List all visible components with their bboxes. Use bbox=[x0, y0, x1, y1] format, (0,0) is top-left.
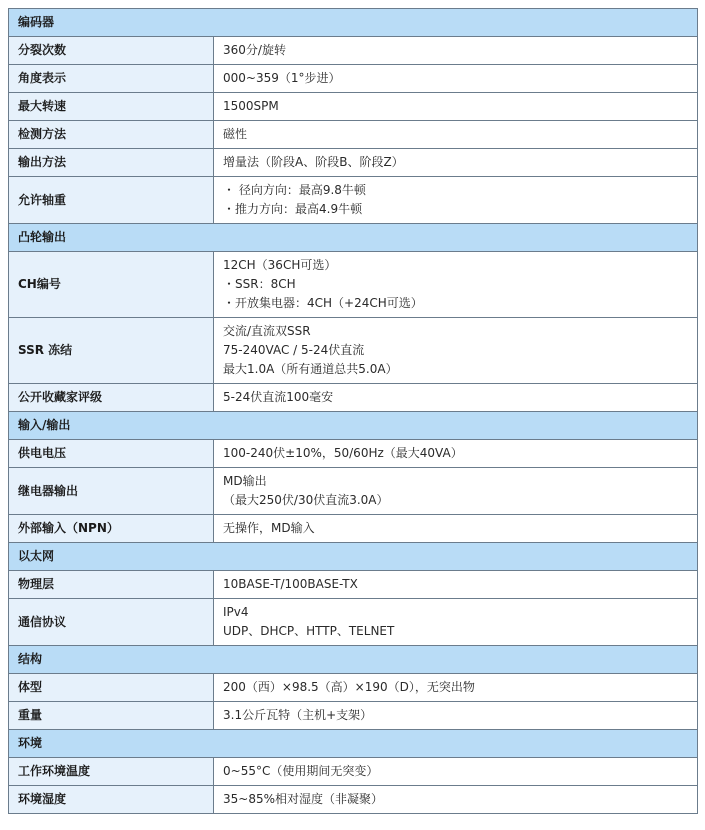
spec-row bbox=[9, 65, 698, 93]
spec-value bbox=[214, 318, 698, 384]
spec-row bbox=[9, 384, 698, 412]
spec-value-line: 最大1.0A（所有通道总共5.0A） bbox=[223, 362, 398, 376]
spec-value-line: ・ 径向方向：最高9.8牛顿 bbox=[223, 183, 366, 197]
spec-value bbox=[214, 599, 698, 646]
section-header-row bbox=[9, 9, 698, 37]
section-title: 环境 bbox=[9, 730, 698, 758]
spec-value-line: 增量法（阶段A、阶段B、阶段Z） bbox=[223, 155, 404, 169]
spec-label: 最大转速 bbox=[9, 93, 214, 121]
spec-value-line: 75-240VAC / 5-24伏直流 bbox=[223, 343, 365, 357]
section-header-row bbox=[9, 730, 698, 758]
section-header-row bbox=[9, 543, 698, 571]
spec-table bbox=[8, 8, 698, 814]
spec-value-line: 000~359（1°步进） bbox=[223, 71, 341, 85]
spec-value bbox=[214, 93, 698, 121]
spec-label: 供电电压 bbox=[9, 440, 214, 468]
spec-label: 角度表示 bbox=[9, 65, 214, 93]
spec-value bbox=[214, 149, 698, 177]
spec-row bbox=[9, 702, 698, 730]
spec-row bbox=[9, 758, 698, 786]
spec-value bbox=[214, 786, 698, 814]
section-title: 编码器 bbox=[9, 9, 698, 37]
spec-label: 物理层 bbox=[9, 571, 214, 599]
spec-label: 分裂次数 bbox=[9, 37, 214, 65]
spec-value bbox=[214, 121, 698, 149]
spec-value-line: 10BASE-T/100BASE-TX bbox=[223, 577, 358, 591]
spec-value-line: ・开放集电器：4CH（+24CH可选） bbox=[223, 296, 423, 310]
spec-label: 环境湿度 bbox=[9, 786, 214, 814]
spec-value bbox=[214, 674, 698, 702]
spec-row bbox=[9, 515, 698, 543]
section-header-row bbox=[9, 412, 698, 440]
spec-value-line: ・SSR：8CH bbox=[223, 277, 296, 291]
spec-row bbox=[9, 571, 698, 599]
spec-value bbox=[214, 65, 698, 93]
spec-label: 通信协议 bbox=[9, 599, 214, 646]
spec-label: 工作环境温度 bbox=[9, 758, 214, 786]
spec-label: 检测方法 bbox=[9, 121, 214, 149]
spec-value bbox=[214, 440, 698, 468]
spec-row bbox=[9, 149, 698, 177]
spec-value bbox=[214, 177, 698, 224]
spec-row bbox=[9, 674, 698, 702]
section-title: 结构 bbox=[9, 646, 698, 674]
spec-value bbox=[214, 515, 698, 543]
spec-value-line: UDP、DHCP、HTTP、TELNET bbox=[223, 624, 395, 638]
section-title: 凸轮输出 bbox=[9, 224, 698, 252]
spec-value bbox=[214, 758, 698, 786]
section-header-row bbox=[9, 646, 698, 674]
spec-value-line: 交流/直流双SSR bbox=[223, 324, 311, 338]
spec-label: 输出方法 bbox=[9, 149, 214, 177]
spec-value-line: 1500SPM bbox=[223, 99, 279, 113]
spec-label: 外部输入（NPN） bbox=[9, 515, 214, 543]
spec-value bbox=[214, 252, 698, 318]
spec-row bbox=[9, 177, 698, 224]
spec-row bbox=[9, 440, 698, 468]
section-title: 输入/输出 bbox=[9, 412, 698, 440]
spec-label: 公开收藏家评级 bbox=[9, 384, 214, 412]
spec-table-body bbox=[9, 9, 698, 814]
spec-label: 重量 bbox=[9, 702, 214, 730]
spec-value-line: 3.1公斤瓦特（主机+支架） bbox=[223, 708, 373, 722]
spec-label: 体型 bbox=[9, 674, 214, 702]
spec-row bbox=[9, 252, 698, 318]
spec-value bbox=[214, 571, 698, 599]
spec-value-line: MD输出 bbox=[223, 474, 267, 488]
spec-value-line: 35~85%相对湿度（非凝聚） bbox=[223, 792, 383, 806]
spec-label: CH编号 bbox=[9, 252, 214, 318]
spec-value-line: 0~55°C（使用期间无突变） bbox=[223, 764, 379, 778]
spec-value-line: 100-240伏±10%，50/60Hz（最大40VA） bbox=[223, 446, 463, 460]
spec-value-line: 360分/旋转 bbox=[223, 43, 286, 57]
spec-value-line: IPv4 bbox=[223, 605, 249, 619]
spec-label: SSR 冻结 bbox=[9, 318, 214, 384]
spec-value-line: 200（西）×98.5（高）×190（D），无突出物 bbox=[223, 680, 475, 694]
spec-row bbox=[9, 318, 698, 384]
spec-row bbox=[9, 37, 698, 65]
spec-row bbox=[9, 93, 698, 121]
spec-value-line: 磁性 bbox=[223, 127, 248, 141]
spec-value bbox=[214, 384, 698, 412]
spec-value-line: 5-24伏直流100毫安 bbox=[223, 390, 334, 404]
spec-row bbox=[9, 786, 698, 814]
spec-row bbox=[9, 599, 698, 646]
section-title: 以太网 bbox=[9, 543, 698, 571]
spec-row bbox=[9, 121, 698, 149]
section-header-row bbox=[9, 224, 698, 252]
spec-value-line: （最大250伏/30伏直流3.0A） bbox=[223, 493, 389, 507]
spec-value-line: ・推力方向：最高4.9牛顿 bbox=[223, 202, 363, 216]
spec-row bbox=[9, 468, 698, 515]
spec-value bbox=[214, 468, 698, 515]
spec-value bbox=[214, 37, 698, 65]
spec-value bbox=[214, 702, 698, 730]
spec-value-line: 12CH（36CH可选） bbox=[223, 258, 337, 272]
spec-label: 允许轴重 bbox=[9, 177, 214, 224]
spec-label: 继电器输出 bbox=[9, 468, 214, 515]
spec-value-line: 无操作，MD输入 bbox=[223, 521, 315, 535]
